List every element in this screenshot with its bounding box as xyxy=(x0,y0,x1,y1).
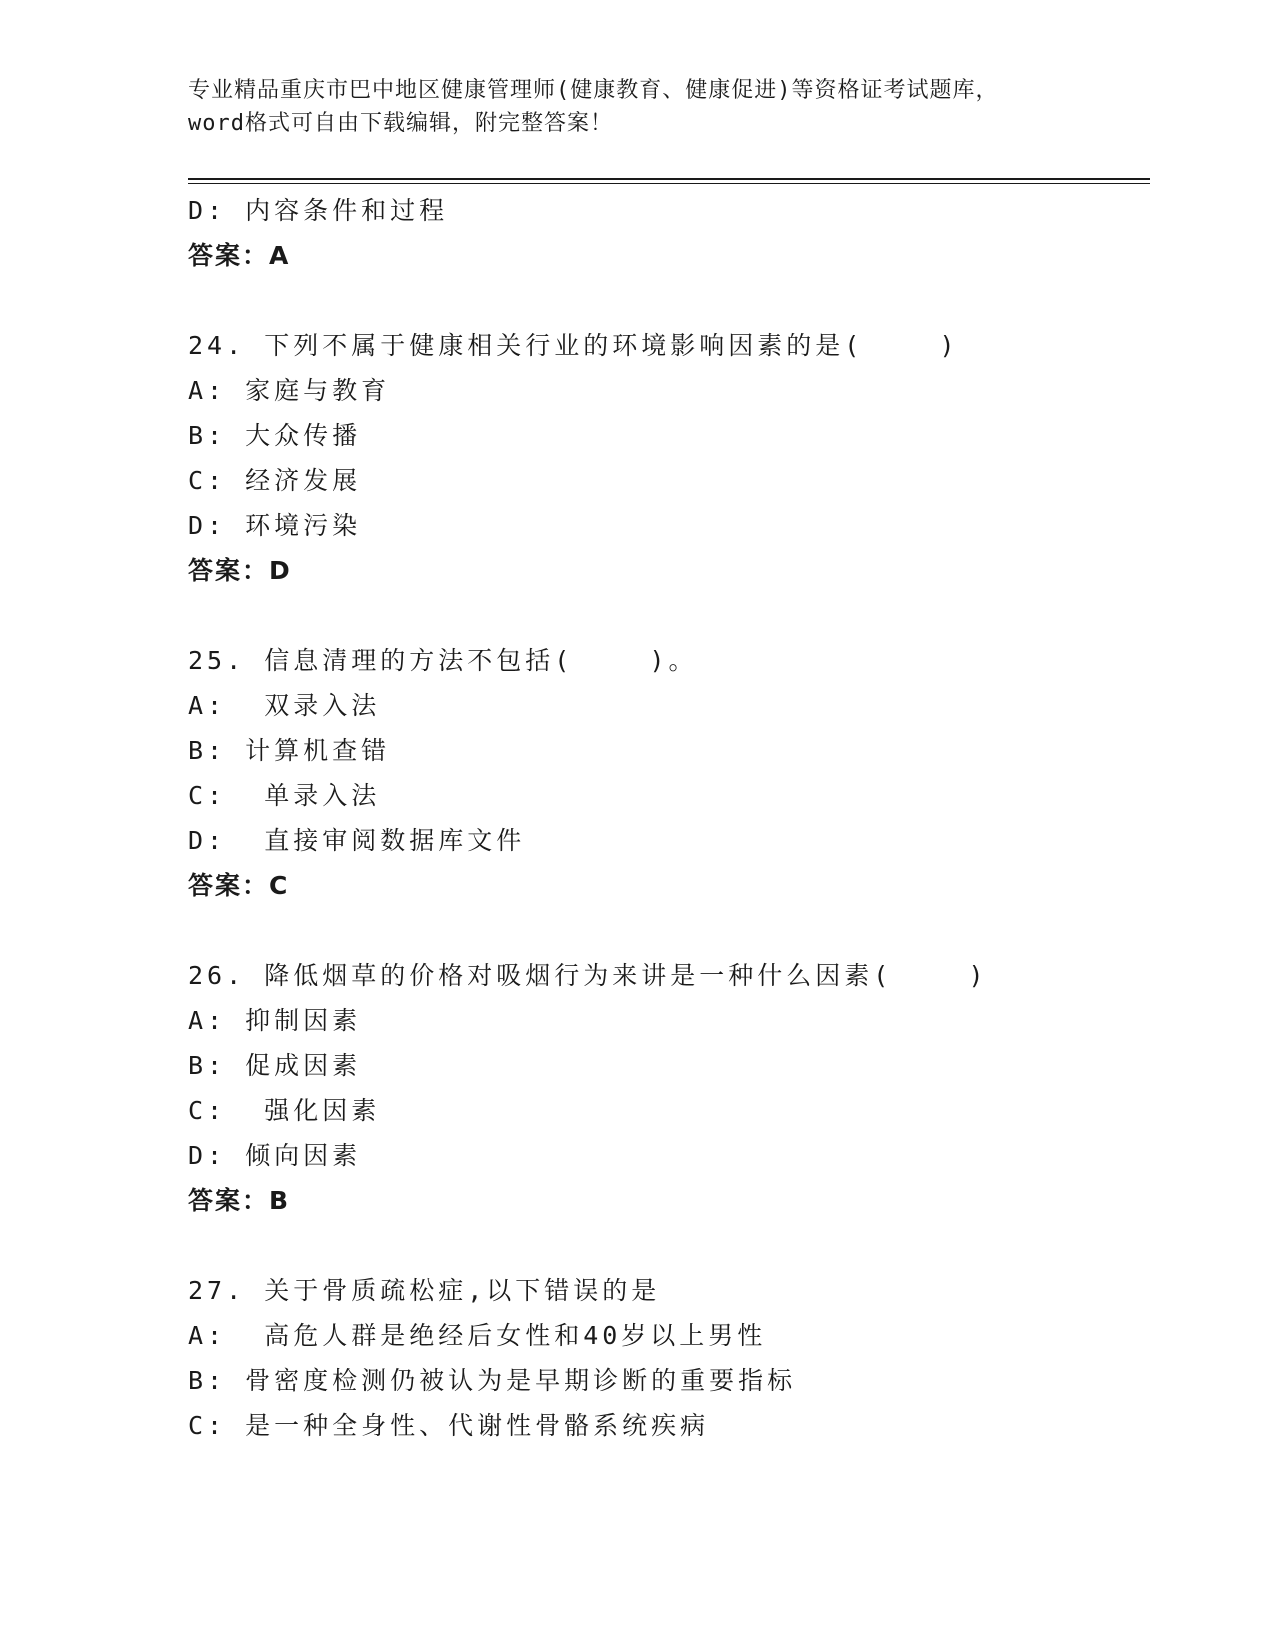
question-block-23 xyxy=(188,188,1150,278)
option-c: C: 强化因素 xyxy=(188,1096,381,1125)
question-block-27 xyxy=(188,1268,1150,1448)
option-d: D: 倾向因素 xyxy=(188,1141,362,1170)
question-block-24 xyxy=(188,323,1150,593)
question-block-26 xyxy=(188,953,1150,1223)
option-d: D: 环境污染 xyxy=(188,511,362,540)
answer-line: 答案：B xyxy=(188,1186,291,1215)
question-block-25 xyxy=(188,638,1150,908)
option-a: A: 抑制因素 xyxy=(188,1006,362,1035)
answer-line: 答案：C xyxy=(188,871,290,900)
option-a: A: 双录入法 xyxy=(188,691,381,720)
option-c: C: 是一种全身性、代谢性骨骼系统疾病 xyxy=(188,1411,710,1440)
option-c: C: 单录入法 xyxy=(188,781,381,810)
answer-line: 答案：D xyxy=(188,556,292,585)
question-stem: 26. 降低烟草的价格对吸烟行为来讲是一种什么因素( ) xyxy=(188,961,988,990)
question-list xyxy=(188,188,1150,1448)
option-b: B: 促成因素 xyxy=(188,1051,362,1080)
option-c: C: 经济发展 xyxy=(188,466,362,495)
document-page xyxy=(188,0,1150,1650)
option-b: B: 计算机查错 xyxy=(188,736,391,765)
option-d: D: 内容条件和过程 xyxy=(188,196,449,225)
header-line-1: 专业精品重庆市巴中地区健康管理师(健康教育、健康促进)等资格证考试题库， xyxy=(188,78,999,103)
question-stem: 25. 信息清理的方法不包括( )。 xyxy=(188,646,698,675)
document-header xyxy=(188,74,1068,140)
header-rule-thin xyxy=(188,183,1150,184)
option-b: B: 大众传播 xyxy=(188,421,362,450)
option-a: A: 家庭与教育 xyxy=(188,376,391,405)
answer-line: 答案：A xyxy=(188,241,291,270)
question-stem: 27. 关于骨质疏松症,以下错误的是 xyxy=(188,1276,661,1305)
option-b: B: 骨密度检测仍被认为是早期诊断的重要指标 xyxy=(188,1366,797,1395)
header-line-2: word格式可自由下载编辑，附完整答案！ xyxy=(188,111,613,136)
question-stem: 24. 下列不属于健康相关行业的环境影响因素的是( ) xyxy=(188,331,959,360)
option-a: A: 高危人群是绝经后女性和40岁以上男性 xyxy=(188,1321,767,1350)
option-d: D: 直接审阅数据库文件 xyxy=(188,826,526,855)
header-rule-thick xyxy=(188,178,1150,180)
